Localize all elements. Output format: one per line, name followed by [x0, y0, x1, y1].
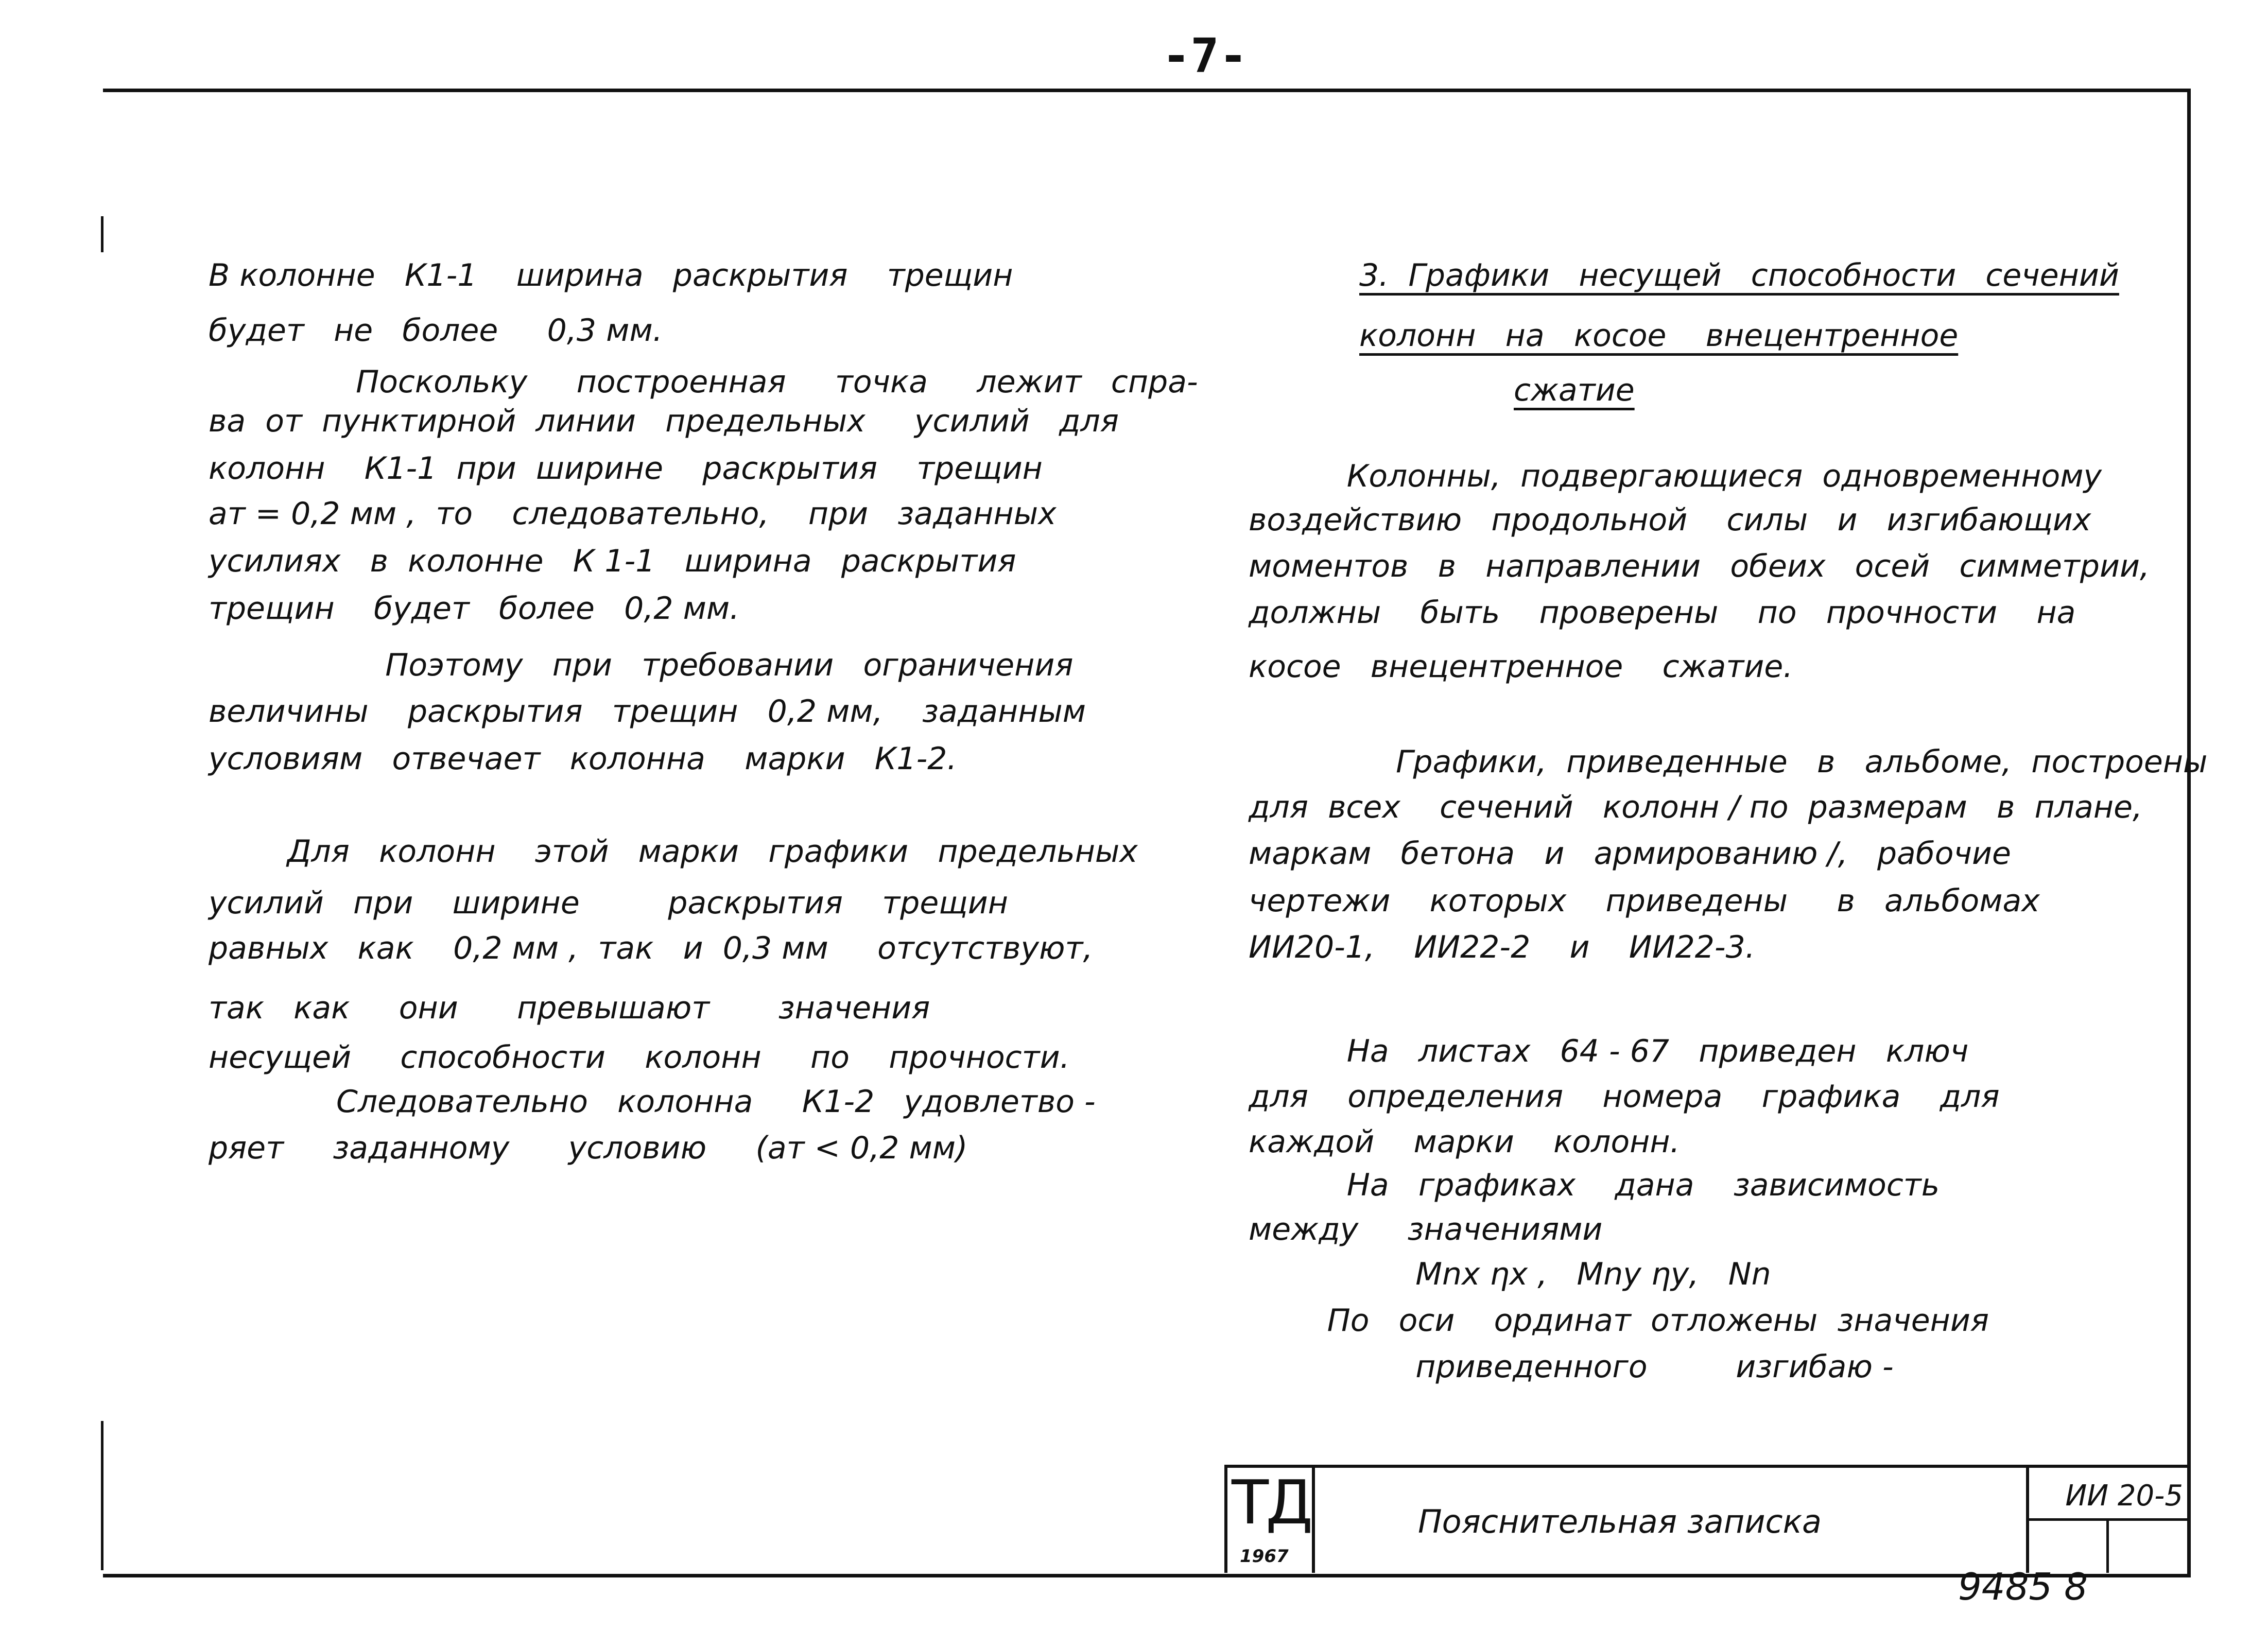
- left-line: ва от пунктирной линии предельных усилий для: [209, 403, 1119, 439]
- td-logo: ТД: [1232, 1467, 1310, 1538]
- title-block-code-cell: [2026, 1468, 2190, 1573]
- title-block-year: 1967: [1240, 1546, 1289, 1567]
- document-title: Пояснительная записка: [1418, 1503, 1822, 1540]
- left-line: Следовательно колонна К1-2 удовлетво -: [209, 1084, 1096, 1120]
- left-line: колонн К1-1 при ширине раскрытия трещин: [209, 450, 1043, 487]
- title-block: [1224, 1465, 2187, 1573]
- left-line: В колонне К1-1 ширина раскрытия трещин: [209, 257, 1013, 293]
- frame-left-tick-lower: [101, 1421, 103, 1570]
- left-line: будет не более 0,3 мм.: [209, 313, 663, 349]
- title-block-divider-vertical: [2106, 1518, 2109, 1573]
- section-heading-line: сжатие: [1514, 372, 1635, 408]
- right-line: между значениями: [1249, 1211, 1603, 1247]
- page-number: -7-: [1162, 28, 1248, 83]
- right-line: Мnх ηх , Мnу ηу, Nn: [1249, 1256, 1771, 1292]
- section-heading-line: 3. Графики несущей способности сечений: [1359, 257, 2119, 293]
- series-code: ИИ 20-5: [2065, 1479, 2183, 1513]
- left-line: ряет заданному условию (ат < 0,2 мм): [209, 1130, 968, 1166]
- title-block-divider: [2029, 1518, 2190, 1521]
- left-line: Для колонн этой марки графики предельных: [209, 834, 1138, 870]
- right-line: ИИ20-1, ИИ22-2 и ИИ22-3.: [1249, 929, 1755, 965]
- right-line: По оси ординат отложены значения: [1249, 1303, 1989, 1339]
- right-line: На графиках дана зависимость: [1249, 1167, 1940, 1203]
- right-line: для определения номера графика для: [1249, 1079, 2000, 1115]
- right-line: Колонны, подвергающиеся одновременному: [1249, 458, 2102, 494]
- left-line: так как они превышают значения: [209, 990, 930, 1026]
- right-line: Графики, приведенные в альбоме, построены: [1249, 744, 2208, 780]
- sheet-number: 9485 8: [1958, 1565, 2088, 1608]
- right-line: моментов в направлении обеих осей симметрии,: [1249, 548, 2150, 584]
- left-line: усилий при ширине раскрытия трещин: [209, 885, 1008, 921]
- left-line: усилиях в колонне К 1-1 ширина раскрытия: [209, 543, 1016, 579]
- left-line: равных как 0,2 мм , так и 0,3 мм отсутствуют,: [209, 930, 1093, 966]
- left-line: величины раскрытия трещин 0,2 мм, заданным: [209, 693, 1086, 730]
- right-line: маркам бетона и армированию /, рабочие: [1249, 836, 2011, 872]
- right-line: косое внецентренное сжатие.: [1249, 649, 1793, 685]
- left-line: Поэтому при требовании ограничения: [209, 647, 1074, 683]
- title-block-logo-cell: [1227, 1468, 1315, 1573]
- section-heading-line: колонн на косое внецентренное: [1359, 318, 1959, 354]
- left-line: ат = 0,2 мм , то следовательно, при заданных: [209, 496, 1057, 532]
- right-line: воздействию продольной силы и изгибающих: [1249, 502, 2091, 538]
- right-line: должны быть проверены по прочности на: [1249, 595, 2076, 631]
- right-line: для всех сечений колонн / по размерам в плане,: [1249, 789, 2143, 825]
- left-line: трещин будет более 0,2 мм.: [209, 591, 740, 627]
- left-line: несущей способности колонн по прочности.: [209, 1039, 1070, 1075]
- right-line: чертежи которых приведены в альбомах: [1249, 883, 2040, 919]
- right-line: приведенного изгибаю -: [1249, 1349, 1894, 1385]
- right-line: каждой марки колонн.: [1249, 1124, 1680, 1160]
- right-line: На листах 64 - 67 приведен ключ: [1249, 1033, 1969, 1069]
- left-line: условиям отвечает колонна марки К1-2.: [209, 741, 957, 777]
- frame-left-tick-upper: [101, 216, 103, 252]
- left-line: Поскольку построенная точка лежит спра-: [209, 364, 1198, 400]
